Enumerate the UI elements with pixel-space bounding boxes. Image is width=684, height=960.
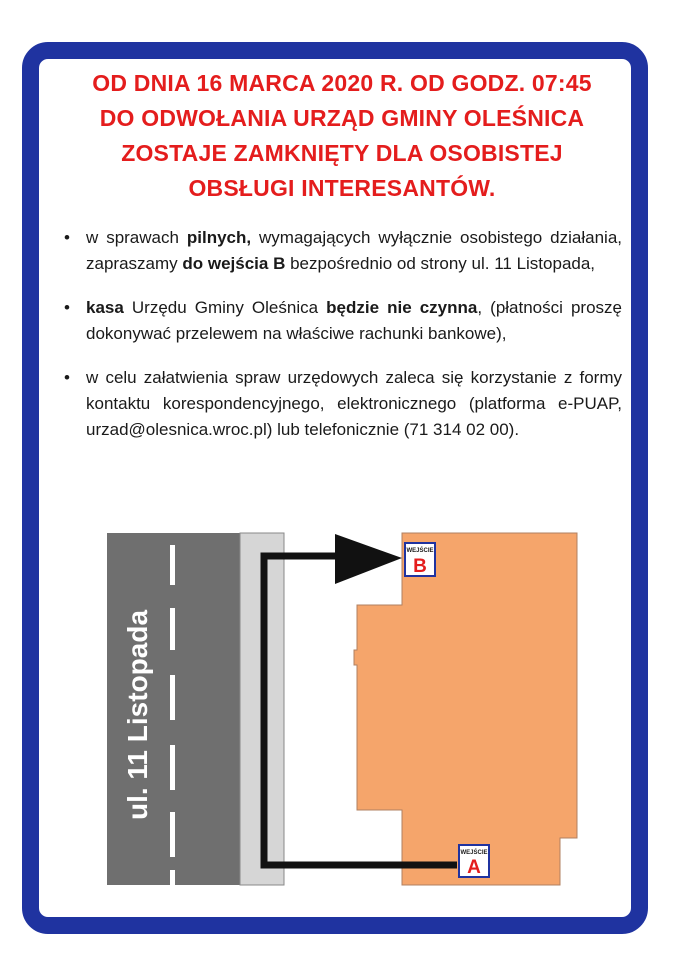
headline-line-4: OBSŁUGI INTERESANTÓW.: [188, 175, 496, 201]
bullet-symbol: •: [64, 298, 70, 317]
entrance-b-letter: B: [413, 556, 427, 577]
bullet-item-contact: [62, 365, 622, 443]
entrance-a-marker: [459, 845, 489, 878]
notice-bullet-list: [62, 225, 622, 461]
headline-line-3: ZOSTAJE ZAMKNIĘTY DLA OSOBISTEJ: [121, 140, 563, 166]
bullet-1-text-3: bezpośrednio od strony ul. 11 Listopada,: [285, 254, 596, 273]
street-label: ul. 11 Listopada: [122, 609, 153, 821]
headline-line-2: DO ODWOŁANIA URZĄD GMINY OLEŚNICA: [99, 105, 585, 131]
entrance-a-caption: WEJŚCIE: [460, 850, 488, 856]
bullet-2-bold-2: będzie nie czynna: [326, 298, 478, 317]
entrance-b-caption: WEJŚCIE: [406, 548, 434, 554]
bullet-1-bold-2: do wejścia B: [182, 254, 286, 273]
headline-line-1: OD DNIA 16 MARCA 2020 R. OD GODZ. 07:45: [92, 70, 592, 96]
bullet-symbol: •: [64, 228, 70, 247]
bullet-1-text-2: wymagających wyłącznie osobistego działania, zapraszamy: [86, 228, 622, 273]
notice-headline: [30, 66, 654, 206]
bullet-3-text: w celu załatwienia spraw urzędowych zaleca się korzystanie z formy kontaktu korespondencyjnego, elektronicznego (platforma e-PUAP, urzad@olesnica.wroc.pl) lub telefonicznie (71 314 02 00).: [86, 368, 622, 439]
entrance-a-letter: A: [467, 857, 481, 878]
bullet-2-text-1: Urzędu Gminy Oleśnica: [123, 298, 327, 317]
bullet-1-bold-1: pilnych,: [186, 228, 252, 247]
bullet-2-text-2: , (płatności proszę dokonywać przelewem na właściwe rachunki bankowe),: [86, 298, 623, 343]
bullet-item-cashier: [62, 295, 622, 347]
bullet-item-urgent: [62, 225, 622, 277]
entrance-b-marker: [405, 543, 435, 577]
bullet-1-text-1: w sprawach: [86, 228, 187, 247]
bullet-symbol: •: [64, 368, 70, 387]
bullet-2-bold-1: kasa: [86, 298, 124, 317]
